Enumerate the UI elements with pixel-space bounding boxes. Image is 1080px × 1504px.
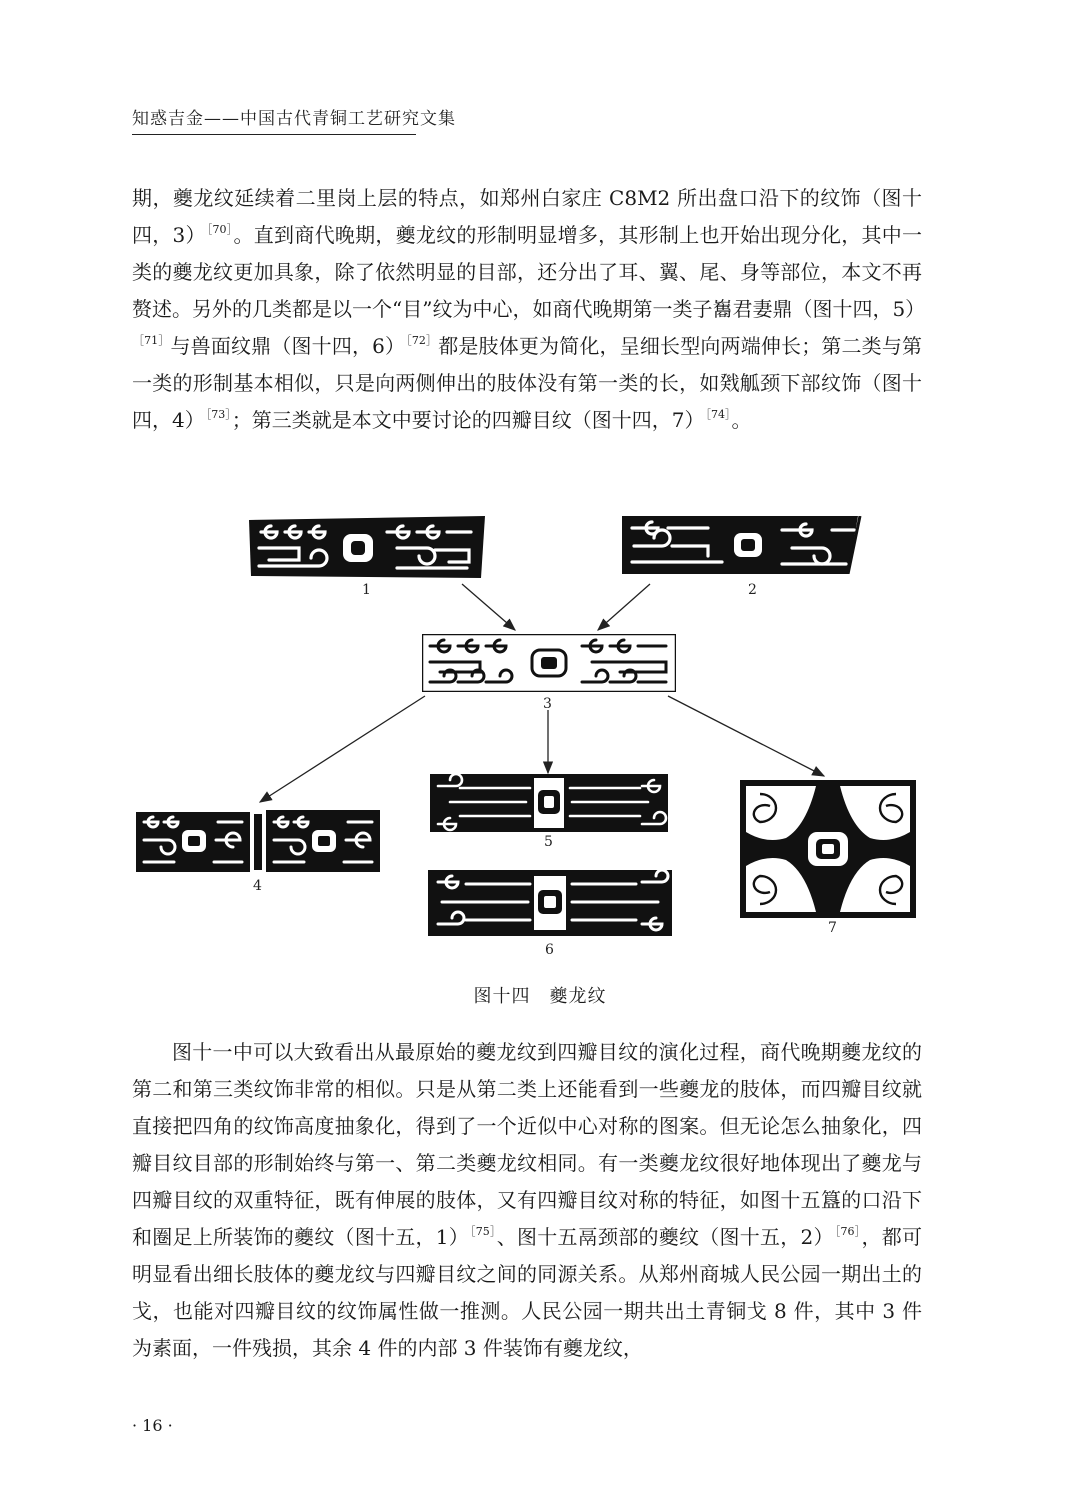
text-span: ；第三类就是本文中要讨论的四瓣目纹（图十四，7）	[231, 408, 705, 432]
arrow-2-to-3	[598, 584, 650, 630]
pattern-panel-5	[430, 774, 668, 832]
text-span: 。	[731, 408, 752, 432]
figure-label-6: 6	[545, 942, 554, 958]
footnote-ref-75[interactable]: ［75］	[470, 1225, 496, 1238]
figure-label-4: 4	[253, 878, 262, 894]
text-span: 图十一中可以大致看出从最原始的夔龙纹到四瓣目纹的演化过程，商代晚期夔龙纹的第二和第三类纹饰非常的相似。只是从第二类上还能看到一些夔龙的肢体，而四瓣目纹就直接把四角的纹饰高度抽象化，得到了一个近似中心对称的图案。但无论怎么抽象化，四瓣目纹目部的形制始终与第一、第二类夔龙纹相同。有一类夔龙纹很好地体现出了夔龙与四瓣目纹的双重特征，既有伸展的肢体，又有四瓣目纹对称的特征，如图十五簋的口沿下和圈足上所装饰的夔纹（图十五，1）	[132, 1040, 922, 1249]
footnote-ref-72[interactable]: ［72］	[406, 334, 438, 347]
arrow-1-to-3	[462, 584, 515, 630]
text-span: 。直到商代晚期，夔龙纹的形制明显增多，其形制上也开始出现分化，其中一类的夔龙纹更加具象，除了依然明显的目部，还分出了耳、翼、尾、身等部位，本文不再赘述。另外的几类都是以一个“目”纹为中心，如商代晚期第一类子雟君妻鼎（图十四，5）	[132, 223, 926, 321]
footnote-ref-71[interactable]: ［71］	[133, 334, 170, 347]
page-number: · 16 ·	[132, 1416, 173, 1435]
pattern-panel-7	[740, 780, 916, 918]
text-span: 与兽面纹鼎（图十四，6）	[170, 334, 406, 358]
pattern-panel-4	[136, 810, 380, 874]
figure-14	[0, 490, 1080, 1020]
footnote-ref-73[interactable]: ［73］	[205, 408, 231, 421]
text-span: 期，夔龙纹延续着二里岗上层的特点，如郑州白家庄 C8M2 所出盘口沿下的纹饰（图十四，3）	[132, 186, 922, 247]
figure-caption: 图十四 夔龙纹	[473, 986, 607, 1007]
pattern-panel-6	[428, 870, 672, 936]
paragraph-1	[132, 180, 926, 439]
text-span: 、图十五鬲颈部的夔纹（图十五，2）	[496, 1225, 834, 1249]
pattern-panel-2	[622, 516, 874, 574]
paragraph-2	[132, 1034, 922, 1367]
text-span: 都是肢体更为简化，呈细长型向两端伸长；第二类与第一类的形制基本相似，只是向两侧伸出的肢体没有第一类的长，如戣觚颈下部纹饰（图十四，4）	[132, 334, 923, 432]
running-head: 知惑吉金——中国古代青铜工艺研究文集	[132, 109, 456, 129]
running-head-rule	[132, 134, 416, 135]
arrow-3-to-4	[260, 696, 425, 802]
paragraph-1-text	[132, 180, 926, 439]
footnote-ref-70[interactable]: ［70］	[206, 223, 233, 236]
text-span: ，都可明显看出细长肢体的夔龙纹与四瓣目纹之间的同源关系。从郑州商城人民公园一期出土的戈，也能对四瓣目纹的纹饰属性做一推测。人民公园一期共出土青铜戈 8 件，其中 3 件为素面，一件残损，其余 4 件的内部 3 件装饰有夔龙纹，	[132, 1225, 923, 1360]
figure-label-7: 7	[828, 920, 837, 936]
figure-label-1: 1	[362, 582, 371, 598]
arrow-3-to-7	[668, 696, 824, 776]
footnote-ref-74[interactable]: ［74］	[705, 408, 731, 421]
pattern-panel-1	[247, 516, 487, 580]
figure-label-5: 5	[544, 834, 553, 850]
pattern-panel-3	[422, 634, 676, 692]
paragraph-2-text	[132, 1034, 922, 1367]
figure-label-3: 3	[543, 696, 552, 712]
figure-label-2: 2	[748, 582, 757, 598]
footnote-ref-76[interactable]: ［76］	[834, 1225, 861, 1238]
figure-arrows	[0, 490, 1080, 1020]
